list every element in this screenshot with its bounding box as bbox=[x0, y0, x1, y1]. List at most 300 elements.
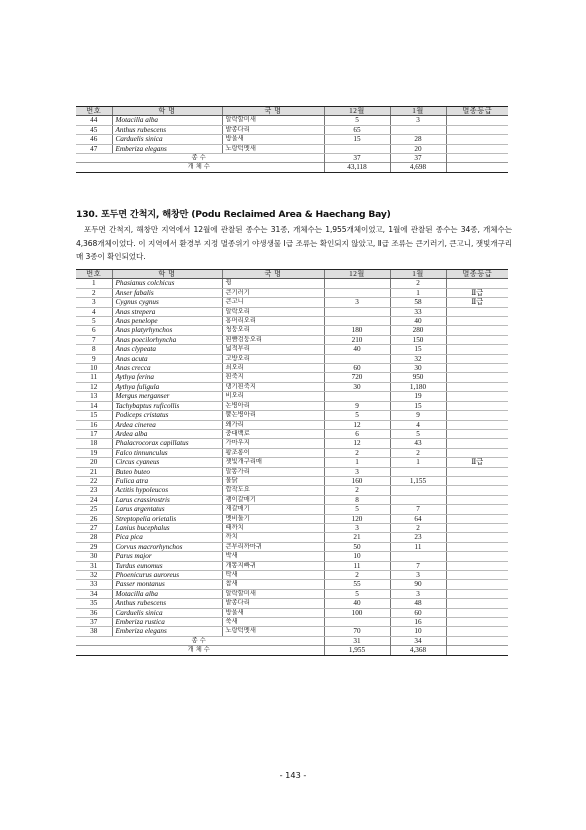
endangered-grade bbox=[446, 345, 508, 354]
korean-name: 재갈매기 bbox=[222, 505, 324, 514]
species-total-december: 31 bbox=[324, 636, 390, 645]
table-row bbox=[76, 495, 508, 504]
january-count bbox=[390, 467, 446, 476]
december-count: 160 bbox=[324, 476, 390, 485]
row-number: 5 bbox=[76, 317, 112, 326]
korean-name: 중대백로 bbox=[222, 429, 324, 438]
korean-name: 댕기흰죽지 bbox=[222, 382, 324, 391]
individual-total-grade bbox=[446, 163, 508, 172]
scientific-name: Emberiza elegans bbox=[112, 627, 222, 636]
row-number: 47 bbox=[76, 144, 112, 153]
row-number: 29 bbox=[76, 542, 112, 551]
col-number: 번호 bbox=[76, 107, 112, 116]
row-number: 21 bbox=[76, 467, 112, 476]
endangered-grade bbox=[446, 125, 508, 134]
january-count: 1 bbox=[390, 288, 446, 297]
january-count: 58 bbox=[390, 298, 446, 307]
korean-name: 밭종다리 bbox=[222, 599, 324, 608]
korean-name: 뿔논병아리 bbox=[222, 411, 324, 420]
table-row bbox=[76, 144, 508, 153]
table-row bbox=[76, 135, 508, 144]
scientific-name: Aythya fuligula bbox=[112, 382, 222, 391]
december-count: 5 bbox=[324, 411, 390, 420]
row-number: 28 bbox=[76, 533, 112, 542]
species-table-top bbox=[76, 106, 508, 173]
korean-name: 큰고니 bbox=[222, 298, 324, 307]
january-count bbox=[390, 552, 446, 561]
endangered-grade bbox=[446, 505, 508, 514]
table-row bbox=[76, 486, 508, 495]
endangered-grade bbox=[446, 514, 508, 523]
scientific-name: Anas strepera bbox=[112, 307, 222, 316]
december-count: 5 bbox=[324, 116, 390, 125]
col-scientific-name: 학 명 bbox=[112, 270, 222, 279]
january-count: 4 bbox=[390, 420, 446, 429]
individual-total-grade bbox=[446, 646, 508, 655]
endangered-grade bbox=[446, 580, 508, 589]
december-count: 3 bbox=[324, 467, 390, 476]
january-count: 10 bbox=[390, 627, 446, 636]
endangered-grade bbox=[446, 467, 508, 476]
december-count: 11 bbox=[324, 561, 390, 570]
korean-name: 노랑턱멧새 bbox=[222, 627, 324, 636]
january-count: 280 bbox=[390, 326, 446, 335]
row-number: 46 bbox=[76, 135, 112, 144]
scientific-name: Tachybaptus ruficollis bbox=[112, 401, 222, 410]
table-row bbox=[76, 420, 508, 429]
scientific-name: Anthus rubescens bbox=[112, 125, 222, 134]
table-row bbox=[76, 533, 508, 542]
december-count: 12 bbox=[324, 439, 390, 448]
endangered-grade bbox=[446, 411, 508, 420]
korean-name: 박새 bbox=[222, 552, 324, 561]
korean-name: 알락오리 bbox=[222, 307, 324, 316]
endangered-grade bbox=[446, 533, 508, 542]
january-count bbox=[390, 125, 446, 134]
species-total-row bbox=[76, 636, 508, 645]
korean-name: 방울새 bbox=[222, 135, 324, 144]
endangered-grade bbox=[446, 317, 508, 326]
row-number: 15 bbox=[76, 411, 112, 420]
table-row bbox=[76, 354, 508, 363]
december-count bbox=[324, 354, 390, 363]
table-body bbox=[76, 116, 508, 154]
korean-name: 왜가리 bbox=[222, 420, 324, 429]
korean-name: 큰기러기 bbox=[222, 288, 324, 297]
scientific-name: Ardea alba bbox=[112, 429, 222, 438]
row-number: 11 bbox=[76, 373, 112, 382]
scientific-name: Larus argentatus bbox=[112, 505, 222, 514]
row-number: 33 bbox=[76, 580, 112, 589]
december-count: 3 bbox=[324, 523, 390, 532]
row-number: 22 bbox=[76, 476, 112, 485]
section-paragraph: 포두면 간척지, 해창만 지역에서 12월에 관찰된 종수는 31종, 개체수는 1,955개체이었고, 1월에 관찰된 종수는 34종, 개체수는 4,368개체이었다. 이 지역에서 환경부 지정 멸종위기 야생생물 Ⅰ급 조류는 확인되지 않았고, Ⅱ급 조류는 큰기러기, 큰고니, 잿빛개구리매 3종이 확인되었다. bbox=[76, 225, 512, 262]
december-count bbox=[324, 144, 390, 153]
december-count: 6 bbox=[324, 429, 390, 438]
table-row bbox=[76, 514, 508, 523]
species-total-december: 37 bbox=[324, 154, 390, 163]
table-row bbox=[76, 317, 508, 326]
scientific-name: Turdus eunomus bbox=[112, 561, 222, 570]
col-december: 12월 bbox=[324, 270, 390, 279]
endangered-grade bbox=[446, 382, 508, 391]
endangered-grade bbox=[446, 135, 508, 144]
january-count: 19 bbox=[390, 392, 446, 401]
scientific-name: Anthus rubescens bbox=[112, 599, 222, 608]
scientific-name: Anser fabalis bbox=[112, 288, 222, 297]
december-count: 180 bbox=[324, 326, 390, 335]
species-total-grade bbox=[446, 154, 508, 163]
endangered-grade: Ⅱ급 bbox=[446, 298, 508, 307]
january-count: 1,155 bbox=[390, 476, 446, 485]
col-endangered-grade: 멸종등급 bbox=[446, 270, 508, 279]
december-count: 60 bbox=[324, 364, 390, 373]
col-korean-name: 국 명 bbox=[222, 107, 324, 116]
january-count: 60 bbox=[390, 608, 446, 617]
december-count: 2 bbox=[324, 448, 390, 457]
table-row bbox=[76, 439, 508, 448]
table-row bbox=[76, 618, 508, 627]
korean-name: 흰뺨검둥오리 bbox=[222, 335, 324, 344]
endangered-grade: Ⅱ급 bbox=[446, 288, 508, 297]
scientific-name: Streptopelia orietalis bbox=[112, 514, 222, 523]
korean-name: 홍머리오리 bbox=[222, 317, 324, 326]
korean-name: 방울새 bbox=[222, 608, 324, 617]
individual-total-december: 43,118 bbox=[324, 163, 390, 172]
scientific-name: Lanius bucephalus bbox=[112, 523, 222, 532]
korean-name: 쑥새 bbox=[222, 618, 324, 627]
endangered-grade bbox=[446, 618, 508, 627]
col-january: 1월 bbox=[390, 270, 446, 279]
scientific-name: Parus major bbox=[112, 552, 222, 561]
row-number: 36 bbox=[76, 608, 112, 617]
table-row bbox=[76, 392, 508, 401]
scientific-name: Emberiza elegans bbox=[112, 144, 222, 153]
endangered-grade bbox=[446, 401, 508, 410]
table-row bbox=[76, 382, 508, 391]
endangered-grade bbox=[446, 486, 508, 495]
december-count: 5 bbox=[324, 589, 390, 598]
december-count: 40 bbox=[324, 345, 390, 354]
row-number: 34 bbox=[76, 589, 112, 598]
scientific-name: Circus cyaneus bbox=[112, 458, 222, 467]
korean-name: 말똥가리 bbox=[222, 467, 324, 476]
species-total-grade bbox=[446, 636, 508, 645]
table-row bbox=[76, 458, 508, 467]
table-header-row bbox=[76, 107, 508, 116]
endangered-grade bbox=[446, 627, 508, 636]
col-number: 번호 bbox=[76, 270, 112, 279]
row-number: 18 bbox=[76, 439, 112, 448]
endangered-grade bbox=[446, 439, 508, 448]
endangered-grade bbox=[446, 476, 508, 485]
scientific-name: Actitis hypoleucos bbox=[112, 486, 222, 495]
species-table-podu bbox=[76, 269, 508, 656]
korean-name: 참새 bbox=[222, 580, 324, 589]
january-count: 43 bbox=[390, 439, 446, 448]
endangered-grade bbox=[446, 326, 508, 335]
january-count: 32 bbox=[390, 354, 446, 363]
december-count: 12 bbox=[324, 420, 390, 429]
scientific-name: Podiceps cristatus bbox=[112, 411, 222, 420]
table-row bbox=[76, 448, 508, 457]
scientific-name: Fulica atra bbox=[112, 476, 222, 485]
endangered-grade bbox=[446, 354, 508, 363]
january-count: 64 bbox=[390, 514, 446, 523]
table-row bbox=[76, 505, 508, 514]
january-count: 33 bbox=[390, 307, 446, 316]
january-count bbox=[390, 495, 446, 504]
endangered-grade bbox=[446, 495, 508, 504]
table-row bbox=[76, 561, 508, 570]
scientific-name: Anas clypeata bbox=[112, 345, 222, 354]
korean-name: 넓적부리 bbox=[222, 345, 324, 354]
table-row bbox=[76, 542, 508, 551]
table-row bbox=[76, 411, 508, 420]
species-total-label: 종수 bbox=[76, 154, 324, 163]
december-count: 8 bbox=[324, 495, 390, 504]
table-row bbox=[76, 345, 508, 354]
december-count: 3 bbox=[324, 298, 390, 307]
korean-name: 노랑턱멧새 bbox=[222, 144, 324, 153]
section-heading: 130. 포두면 간척지, 해창만 (Podu Reclaimed Area & Haechang Bay) bbox=[76, 209, 391, 220]
row-number: 1 bbox=[76, 279, 112, 288]
korean-name: 논병아리 bbox=[222, 401, 324, 410]
table-row bbox=[76, 552, 508, 561]
january-count: 90 bbox=[390, 580, 446, 589]
row-number: 12 bbox=[76, 382, 112, 391]
december-count: 55 bbox=[324, 580, 390, 589]
korean-name: 청둥오리 bbox=[222, 326, 324, 335]
row-number: 38 bbox=[76, 627, 112, 636]
december-count: 100 bbox=[324, 608, 390, 617]
individual-total-row bbox=[76, 646, 508, 655]
december-count: 40 bbox=[324, 599, 390, 608]
january-count: 23 bbox=[390, 533, 446, 542]
individual-total-label: 개체수 bbox=[76, 163, 324, 172]
scientific-name: Ardea cinerea bbox=[112, 420, 222, 429]
january-count: 150 bbox=[390, 335, 446, 344]
korean-name: 꿩 bbox=[222, 279, 324, 288]
scientific-name: Phoenicurus auroreus bbox=[112, 571, 222, 580]
scientific-name: Motacilla alba bbox=[112, 116, 222, 125]
korean-name: 고방오리 bbox=[222, 354, 324, 363]
scientific-name: Anas acuta bbox=[112, 354, 222, 363]
january-count: 3 bbox=[390, 116, 446, 125]
row-number: 26 bbox=[76, 514, 112, 523]
endangered-grade bbox=[446, 420, 508, 429]
table-row bbox=[76, 116, 508, 125]
table-row bbox=[76, 373, 508, 382]
individual-total-label: 개체수 bbox=[76, 646, 324, 655]
col-january: 1월 bbox=[390, 107, 446, 116]
species-total-january: 34 bbox=[390, 636, 446, 645]
table-row bbox=[76, 364, 508, 373]
korean-name: 알락할미새 bbox=[222, 589, 324, 598]
page-number: - 143 - bbox=[279, 770, 307, 780]
korean-name: 멧비둘기 bbox=[222, 514, 324, 523]
species-total-label: 종수 bbox=[76, 636, 324, 645]
endangered-grade bbox=[446, 552, 508, 561]
december-count: 2 bbox=[324, 486, 390, 495]
row-number: 27 bbox=[76, 523, 112, 532]
table-body bbox=[76, 279, 508, 636]
endangered-grade bbox=[446, 364, 508, 373]
row-number: 31 bbox=[76, 561, 112, 570]
table-row bbox=[76, 401, 508, 410]
scientific-name: Motacilla alba bbox=[112, 589, 222, 598]
scientific-name: Carduelis sinica bbox=[112, 608, 222, 617]
scientific-name: Anas penelope bbox=[112, 317, 222, 326]
korean-name: 잿빛개구리매 bbox=[222, 458, 324, 467]
table-row bbox=[76, 476, 508, 485]
row-number: 23 bbox=[76, 486, 112, 495]
table-row bbox=[76, 335, 508, 344]
january-count: 950 bbox=[390, 373, 446, 382]
december-count: 10 bbox=[324, 552, 390, 561]
row-number: 2 bbox=[76, 288, 112, 297]
december-count bbox=[324, 618, 390, 627]
table-row bbox=[76, 125, 508, 134]
row-number: 25 bbox=[76, 505, 112, 514]
endangered-grade bbox=[446, 116, 508, 125]
december-count: 70 bbox=[324, 627, 390, 636]
korean-name: 때까치 bbox=[222, 523, 324, 532]
korean-name: 밭종다리 bbox=[222, 125, 324, 134]
korean-name: 가마우지 bbox=[222, 439, 324, 448]
january-count: 7 bbox=[390, 505, 446, 514]
january-count: 40 bbox=[390, 317, 446, 326]
january-count: 16 bbox=[390, 618, 446, 627]
korean-name: 쇠오리 bbox=[222, 364, 324, 373]
korean-name: 개똥지빠귀 bbox=[222, 561, 324, 570]
table-row bbox=[76, 467, 508, 476]
scientific-name: Phasianus colchicus bbox=[112, 279, 222, 288]
december-count: 720 bbox=[324, 373, 390, 382]
december-count bbox=[324, 392, 390, 401]
individual-total-january: 4,368 bbox=[390, 646, 446, 655]
endangered-grade bbox=[446, 599, 508, 608]
endangered-grade bbox=[446, 448, 508, 457]
endangered-grade bbox=[446, 523, 508, 532]
scientific-name: Falco tinnunculus bbox=[112, 448, 222, 457]
december-count: 21 bbox=[324, 533, 390, 542]
korean-name: 괭이갈매기 bbox=[222, 495, 324, 504]
december-count bbox=[324, 288, 390, 297]
january-count: 11 bbox=[390, 542, 446, 551]
december-count: 1 bbox=[324, 458, 390, 467]
row-number: 24 bbox=[76, 495, 112, 504]
row-number: 19 bbox=[76, 448, 112, 457]
species-total-row bbox=[76, 154, 508, 163]
january-count: 2 bbox=[390, 448, 446, 457]
january-count: 1,180 bbox=[390, 382, 446, 391]
january-count: 20 bbox=[390, 144, 446, 153]
december-count: 210 bbox=[324, 335, 390, 344]
table-row bbox=[76, 326, 508, 335]
december-count: 15 bbox=[324, 135, 390, 144]
december-count: 120 bbox=[324, 514, 390, 523]
endangered-grade bbox=[446, 561, 508, 570]
january-count bbox=[390, 486, 446, 495]
january-count: 3 bbox=[390, 571, 446, 580]
endangered-grade bbox=[446, 608, 508, 617]
row-number: 32 bbox=[76, 571, 112, 580]
scientific-name: Phalacrocorax capillatus bbox=[112, 439, 222, 448]
row-number: 35 bbox=[76, 599, 112, 608]
row-number: 8 bbox=[76, 345, 112, 354]
january-count: 2 bbox=[390, 523, 446, 532]
endangered-grade bbox=[446, 144, 508, 153]
row-number: 20 bbox=[76, 458, 112, 467]
endangered-grade: Ⅱ급 bbox=[446, 458, 508, 467]
december-count: 9 bbox=[324, 401, 390, 410]
table-row bbox=[76, 580, 508, 589]
korean-name: 딱새 bbox=[222, 571, 324, 580]
january-count: 5 bbox=[390, 429, 446, 438]
scientific-name: Emberiza rustica bbox=[112, 618, 222, 627]
row-number: 13 bbox=[76, 392, 112, 401]
december-count: 65 bbox=[324, 125, 390, 134]
individual-total-row bbox=[76, 163, 508, 172]
january-count: 2 bbox=[390, 279, 446, 288]
row-number: 16 bbox=[76, 420, 112, 429]
january-count: 30 bbox=[390, 364, 446, 373]
table-row bbox=[76, 523, 508, 532]
december-count bbox=[324, 279, 390, 288]
table-row bbox=[76, 571, 508, 580]
scientific-name: Buteo buteo bbox=[112, 467, 222, 476]
december-count: 2 bbox=[324, 571, 390, 580]
january-count: 9 bbox=[390, 411, 446, 420]
december-count: 50 bbox=[324, 542, 390, 551]
endangered-grade bbox=[446, 392, 508, 401]
december-count bbox=[324, 307, 390, 316]
korean-name: 깝작도요 bbox=[222, 486, 324, 495]
table-row bbox=[76, 608, 508, 617]
korean-name: 까치 bbox=[222, 533, 324, 542]
december-count: 30 bbox=[324, 382, 390, 391]
table-row bbox=[76, 429, 508, 438]
scientific-name: Anas platyrhynchos bbox=[112, 326, 222, 335]
row-number: 37 bbox=[76, 618, 112, 627]
table-row bbox=[76, 599, 508, 608]
korean-name: 흰죽지 bbox=[222, 373, 324, 382]
table-row bbox=[76, 288, 508, 297]
row-number: 7 bbox=[76, 335, 112, 344]
row-number: 17 bbox=[76, 429, 112, 438]
table-row bbox=[76, 307, 508, 316]
january-count: 1 bbox=[390, 458, 446, 467]
table-row bbox=[76, 627, 508, 636]
endangered-grade bbox=[446, 571, 508, 580]
row-number: 10 bbox=[76, 364, 112, 373]
individual-total-december: 1,955 bbox=[324, 646, 390, 655]
endangered-grade bbox=[446, 589, 508, 598]
row-number: 9 bbox=[76, 354, 112, 363]
scientific-name: Pica pica bbox=[112, 533, 222, 542]
scientific-name: Cygnus cygnus bbox=[112, 298, 222, 307]
col-december: 12월 bbox=[324, 107, 390, 116]
individual-total-january: 4,698 bbox=[390, 163, 446, 172]
row-number: 3 bbox=[76, 298, 112, 307]
endangered-grade bbox=[446, 429, 508, 438]
scientific-name: Aythya ferina bbox=[112, 373, 222, 382]
january-count: 7 bbox=[390, 561, 446, 570]
row-number: 45 bbox=[76, 125, 112, 134]
endangered-grade bbox=[446, 542, 508, 551]
col-korean-name: 국 명 bbox=[222, 270, 324, 279]
